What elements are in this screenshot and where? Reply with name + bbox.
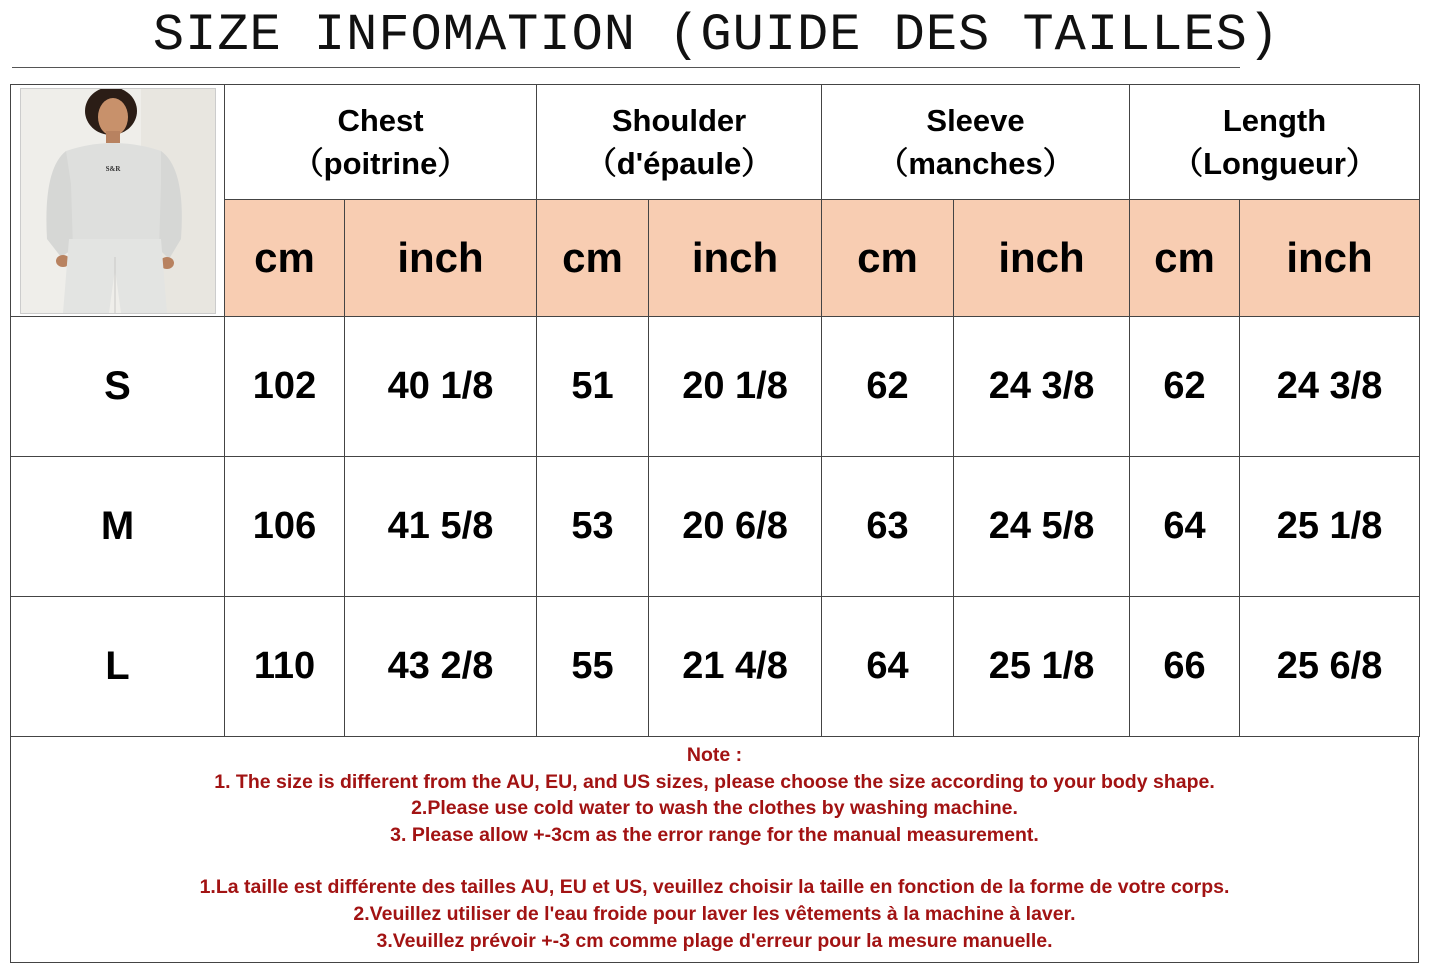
- table-cell: 62: [822, 317, 954, 457]
- table-cell: 55: [537, 597, 649, 737]
- table-cell: 43 2/8: [345, 597, 537, 737]
- note-en-1: 1. The size is different from the AU, EU, and US sizes, please choose the size according to your body shape.: [214, 770, 1215, 793]
- note-en-2: 2.Please use cold water to wash the clothes by washing machine.: [411, 797, 1018, 820]
- page-title: SIZE INFOMATION (GUIDE DES TAILLES): [152, 6, 1281, 65]
- note-fr-3: 3.Veuillez prévoir +-3 cm comme plage d'erreur pour la mesure manuelle.: [376, 929, 1053, 952]
- table-cell: 102: [225, 317, 345, 457]
- unit-header-inch: inch: [649, 200, 822, 317]
- table-cell: 25 1/8: [954, 597, 1130, 737]
- column-header-length: Length （Longueur）: [1130, 85, 1420, 200]
- svg-text:S&R: S&R: [105, 164, 120, 173]
- table-cell: 24 3/8: [1240, 317, 1420, 457]
- table-cell: 64: [1130, 457, 1240, 597]
- unit-header-inch: inch: [954, 200, 1130, 317]
- table-cell: 51: [537, 317, 649, 457]
- product-photo-cell: [11, 85, 225, 317]
- title-underline: [12, 67, 1240, 68]
- unit-header-cm: cm: [225, 200, 345, 317]
- table-cell: 21 4/8: [649, 597, 822, 737]
- notes-heading: Note :: [686, 744, 743, 766]
- unit-header-cm: cm: [537, 200, 649, 317]
- size-label: L: [11, 597, 225, 737]
- unit-header-inch: inch: [1240, 200, 1420, 317]
- table-cell: 20 1/8: [649, 317, 822, 457]
- table-cell: 110: [225, 597, 345, 737]
- note-fr-1: 1.La taille est différente des tailles AU, EU et US, veuillez choisir la taille en fonction de la forme de votre corps.: [199, 876, 1230, 899]
- table-cell: 24 3/8: [954, 317, 1130, 457]
- table-cell: 63: [822, 457, 954, 597]
- table-cell: 25 6/8: [1240, 597, 1420, 737]
- table-cell: 106: [225, 457, 345, 597]
- size-label: S: [11, 317, 225, 457]
- table-cell: 64: [822, 597, 954, 737]
- table-row: [11, 317, 1420, 457]
- table-cell: 24 5/8: [954, 457, 1130, 597]
- unit-header-inch: inch: [345, 200, 537, 317]
- unit-header-cm: cm: [822, 200, 954, 317]
- table-cell: 53: [537, 457, 649, 597]
- note-en-3: 3. Please allow +-3cm as the error range for the manual measurement.: [390, 823, 1039, 846]
- column-header-sleeve: Sleeve （manches）: [822, 85, 1130, 200]
- table-cell: 66: [1130, 597, 1240, 737]
- note-fr-2: 2.Veuillez utiliser de l'eau froide pour laver les vêtements à la machine à laver.: [353, 902, 1076, 925]
- table-cell: 20 6/8: [649, 457, 822, 597]
- table-cell: 25 1/8: [1240, 457, 1420, 597]
- size-chart-table: [10, 84, 1420, 737]
- column-header-shoulder: Shoulder （d'épaule）: [537, 85, 822, 200]
- model-sweatshirt-photo: [20, 88, 216, 314]
- notes-box: [10, 736, 1419, 963]
- table-row: [11, 597, 1420, 737]
- table-cell: 62: [1130, 317, 1240, 457]
- table-cell: 40 1/8: [345, 317, 537, 457]
- size-label: M: [11, 457, 225, 597]
- table-cell: 41 5/8: [345, 457, 537, 597]
- column-header-chest: Chest （poitrine）: [225, 85, 537, 200]
- unit-header-cm: cm: [1130, 200, 1240, 317]
- table-row: [11, 457, 1420, 597]
